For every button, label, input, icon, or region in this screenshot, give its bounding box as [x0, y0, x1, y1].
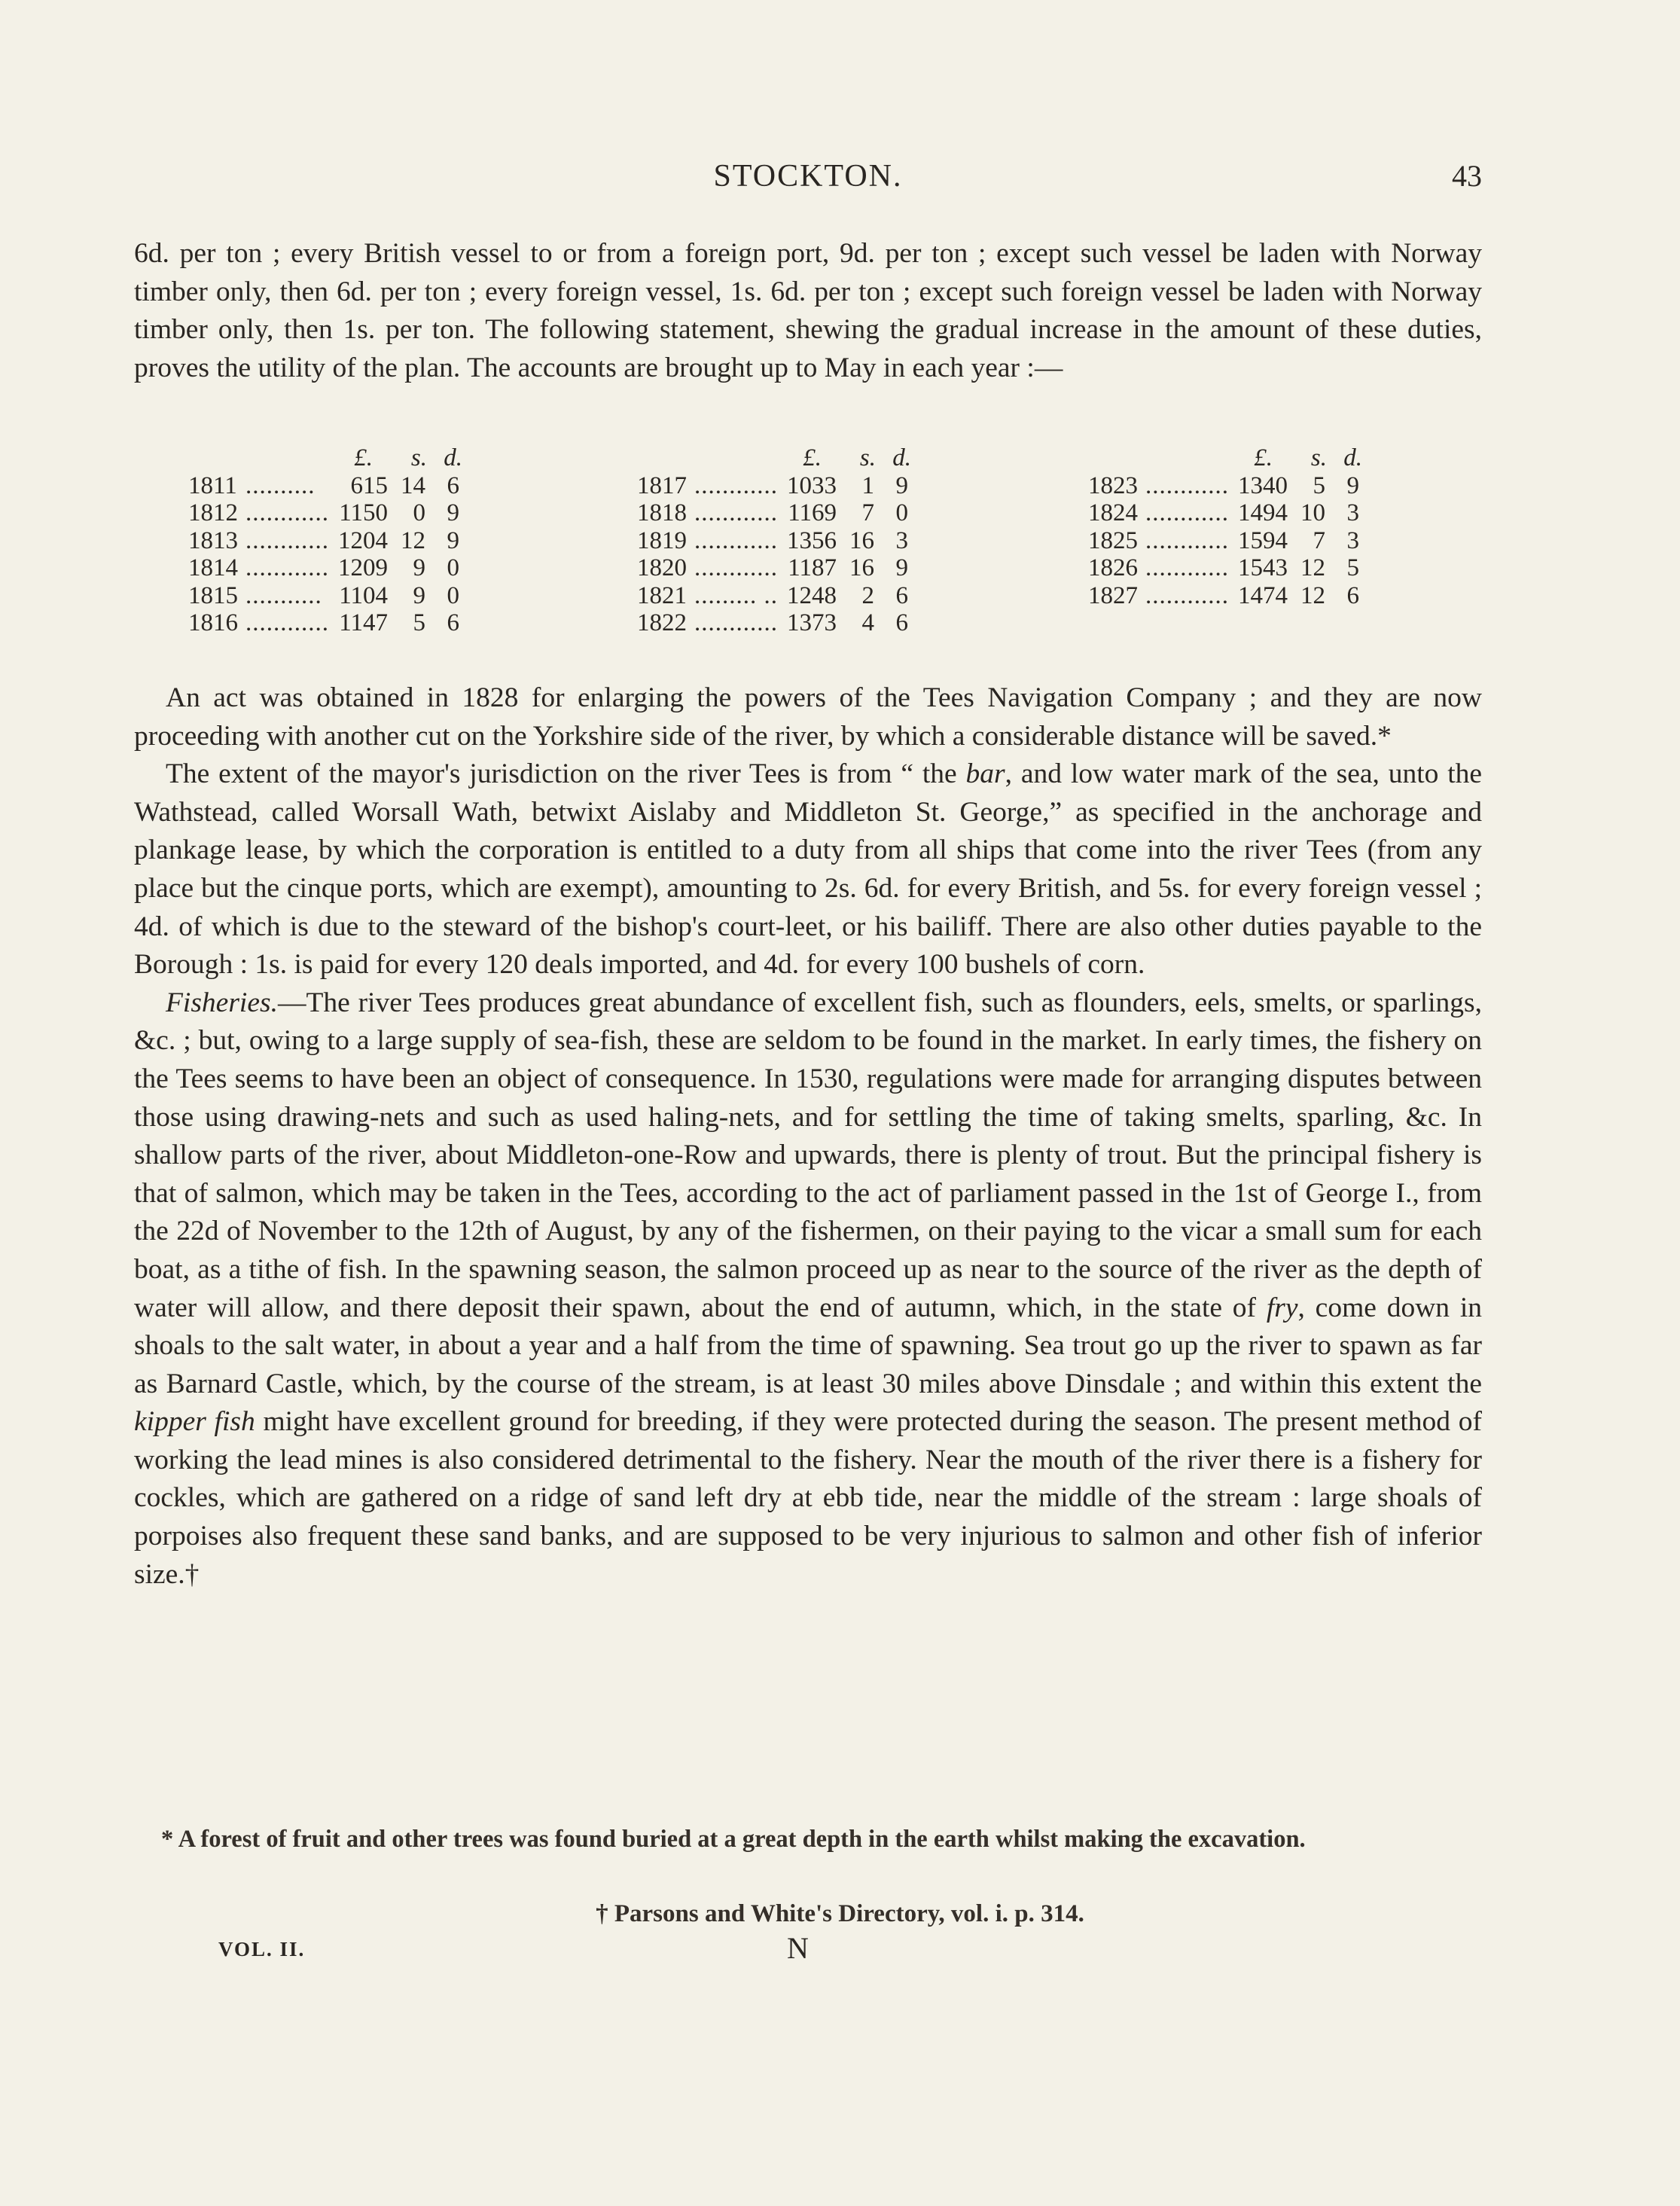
- row-year: 1813: [188, 526, 238, 554]
- row-pence: 6: [447, 609, 459, 636]
- row-year: 1825: [1088, 526, 1138, 554]
- row-year: 1818: [637, 499, 687, 526]
- row-pounds: 1594: [1238, 526, 1288, 554]
- table-row: [637, 554, 923, 582]
- table-row: [188, 527, 474, 555]
- table-column-2: [637, 444, 923, 637]
- row-pounds: 1169: [788, 499, 837, 526]
- table-row: [1088, 527, 1374, 555]
- row-pounds: 1150: [339, 499, 388, 526]
- row-pounds: 1340: [1238, 471, 1288, 499]
- header-pounds: £.: [1254, 444, 1273, 471]
- row-pounds: 1204: [338, 526, 388, 554]
- row-pence: 6: [1346, 581, 1359, 609]
- row-leader-dots: ............: [245, 526, 329, 554]
- row-pence: 6: [895, 609, 908, 636]
- header-pounds: £.: [803, 444, 822, 471]
- row-pence: 9: [447, 526, 459, 554]
- fisheries-paragraph: [134, 984, 1482, 1594]
- table-row: [188, 554, 474, 582]
- row-shillings: 16: [849, 526, 874, 554]
- row-pounds: 1248: [787, 581, 837, 609]
- row-leader-dots: ...........: [245, 581, 322, 609]
- table-row: [1088, 554, 1374, 582]
- table-row: [188, 582, 474, 610]
- footnote-dagger: † Parsons and White's Directory, vol. i. p. 314.: [596, 1900, 1084, 1927]
- row-year: 1826: [1088, 554, 1138, 581]
- row-leader-dots: ............: [245, 554, 329, 581]
- row-pence: 0: [447, 581, 459, 609]
- fisheries-text-b: , come down in shoals to the salt water, in about a year and a half from the time of spawning. Sea trout go up the river to spawn as far as Barnard Castle, which, by the course of the stream, is at least 30 miles above Dinsdale ; and within this extent the: [134, 1292, 1482, 1399]
- row-leader-dots: ............: [694, 526, 778, 554]
- row-pence: 3: [895, 526, 908, 554]
- duties-table: [188, 444, 1431, 644]
- row-leader-dots: ......... ..: [694, 581, 778, 609]
- row-shillings: 5: [413, 609, 425, 636]
- fisheries-fry-term: fry: [1266, 1292, 1298, 1323]
- row-year: 1823: [1088, 471, 1138, 499]
- row-year: 1827: [1088, 581, 1138, 609]
- row-year: 1822: [637, 609, 687, 636]
- jurisdiction-text-b: , and low water mark of the sea, unto the Wathstead, called Worsall Wath, betwixt Aislaby and Middleton St. George,” as specified in the anchorage and plankage lease, by which the corporation is entitled to a duty from all ships that come into the river Tees (from any place but the cinque ports, which are exempt), amounting to 2s. 6d. for every British, and 5s. for every foreign vessel ; 4d. of which is due to the steward of the bishop's court-leet, or his bailiff. There are also other duties payable to the Borough : 1s. is paid for every 120 deals imported, and 4d. for every 100 bushels of corn.: [134, 758, 1483, 981]
- header-pounds: £.: [354, 444, 373, 471]
- page-title: STOCKTON.: [713, 159, 903, 194]
- header-pence: d.: [444, 444, 462, 471]
- row-shillings: 10: [1300, 499, 1325, 526]
- main-text: [134, 679, 1482, 1594]
- row-shillings: 5: [1313, 471, 1325, 499]
- row-pence: 6: [447, 471, 459, 499]
- table-row: [1088, 499, 1374, 527]
- row-pence: 9: [895, 554, 908, 581]
- row-pence: 0: [447, 554, 459, 581]
- table-row: [188, 472, 474, 500]
- row-leader-dots: ............: [1145, 526, 1229, 554]
- fisheries-text-c: might have excellent ground for breeding, if they were protected during the season. The present method of working the lead mines is also considered detrimental to the fishery. Near the mouth of the river there is a fishery for cockles, which are gathered on a ridge of sand left dry at ebb tide, near the middle of the stream : large shoals of porpoises also frequent these sand banks, and are supposed to be very injurious to salmon and other fish of inferior size.†: [134, 1406, 1483, 1590]
- row-year: 1812: [188, 499, 238, 526]
- table-header: [637, 444, 923, 472]
- row-pounds: 1474: [1238, 581, 1288, 609]
- row-pounds: 1104: [339, 581, 388, 609]
- jurisdiction-bar-term: bar: [965, 758, 1005, 790]
- row-leader-dots: ............: [1145, 554, 1229, 581]
- page-number: 43: [1452, 159, 1482, 193]
- table-column-1: [188, 444, 474, 637]
- table-row: [637, 499, 923, 527]
- row-year: 1815: [188, 581, 238, 609]
- row-pounds: 1033: [787, 471, 837, 499]
- table-row: [1088, 472, 1374, 500]
- row-year: 1824: [1088, 499, 1138, 526]
- row-pounds: 1147: [339, 609, 388, 636]
- row-leader-dots: ..........: [245, 471, 316, 499]
- act-paragraph: An act was obtained in 1828 for enlarging the powers of the Tees Navigation Company ; and they are now proceeding with another cut on the Yorkshire side of the river, by which a considerable distance will be saved.*: [134, 682, 1482, 752]
- row-year: 1817: [637, 471, 687, 499]
- table-column-3: [1088, 444, 1374, 609]
- row-pence: 5: [1346, 554, 1359, 581]
- row-pounds: 1209: [338, 554, 388, 581]
- row-year: 1819: [637, 526, 687, 554]
- running-head: [134, 158, 1482, 203]
- row-leader-dots: ............: [694, 554, 778, 581]
- row-pence: 0: [895, 499, 908, 526]
- row-leader-dots: ............: [694, 609, 778, 636]
- row-pounds: 1494: [1238, 499, 1288, 526]
- row-pounds: 615: [350, 471, 388, 499]
- row-leader-dots: ............: [1145, 471, 1229, 499]
- jurisdiction-paragraph: [134, 755, 1482, 984]
- table-header: [188, 444, 474, 472]
- header-pence: d.: [892, 444, 911, 471]
- row-year: 1816: [188, 609, 238, 636]
- row-shillings: 7: [861, 499, 874, 526]
- row-year: 1814: [188, 554, 238, 581]
- intro-paragraph: [134, 235, 1482, 387]
- table-row: [637, 472, 923, 500]
- row-pounds: 1373: [787, 609, 837, 636]
- row-leader-dots: ............: [245, 499, 329, 526]
- row-shillings: 12: [1300, 554, 1325, 581]
- table-row: [637, 527, 923, 555]
- row-shillings: 2: [861, 581, 874, 609]
- fisheries-kipper-term: kipper fish: [134, 1406, 255, 1438]
- intro-text: 6d. per ton ; every British vessel to or from a foreign port, 9d. per ton ; except such vessel be laden with Norway timber only, then 6d. per ton ; every foreign vessel, 1s. 6d. per ton ; except such foreign vessel be laden with Norway timber only, then 1s. per ton. The following statement, shewing the gradual increase in the amount of these duties, proves the utility of the plan. The accounts are brought up to May in each year :—: [134, 238, 1482, 383]
- header-shillings: s.: [1310, 444, 1327, 471]
- row-shillings: 12: [401, 526, 425, 554]
- row-pence: 9: [895, 471, 908, 499]
- row-shillings: 9: [413, 581, 425, 609]
- row-shillings: 4: [861, 609, 874, 636]
- row-pence: 9: [447, 499, 459, 526]
- signature-mark: N: [787, 1931, 809, 1965]
- row-year: 1821: [637, 581, 687, 609]
- row-pounds: 1356: [787, 526, 837, 554]
- row-leader-dots: ............: [1145, 581, 1229, 609]
- row-shillings: 0: [413, 499, 425, 526]
- table-row: [637, 582, 923, 610]
- fisheries-text-a: —The river Tees produces great abundance of excellent fish, such as flounders, eels, smelts, or sparlings, &c. ; but, owing to a large supply of sea-fish, these are seldom to be found in the market. In early times, the fishery on the Tees seems to have been an object of consequence. In 1530, regulations were made for arranging disputes between those using drawing-nets and such as used haling-nets, and for settling the time of taking smelts, sparling, &c. In shallow parts of the river, about Middleton-one-Row and upwards, there is plenty of trout. But the principal fishery is that of salmon, which may be taken in the Tees, according to the act of parliament passed in the 1st of George I., from the 22d of November to the 12th of August, by any of the fishermen, on their paying to the vicar a small sum for each boat, as a tithe of fish. In the spawning season, the salmon proceed up as near to the source of the river as the depth of water will allow, and there deposit their spawn, about the end of autumn, which, in the state of: [134, 987, 1482, 1323]
- row-pounds: 1187: [788, 554, 837, 581]
- row-pence: 3: [1346, 499, 1359, 526]
- header-shillings: s.: [859, 444, 876, 471]
- table-row: [188, 609, 474, 637]
- header-pence: d.: [1343, 444, 1362, 471]
- footnote-star: * A forest of fruit and other trees was found buried at a great depth in the earth whilst making the excavation.: [161, 1826, 1306, 1853]
- row-leader-dots: ............: [1145, 499, 1229, 526]
- table-row: [637, 609, 923, 637]
- table-header: [1088, 444, 1374, 472]
- row-shillings: 1: [861, 471, 874, 499]
- row-pence: 6: [895, 581, 908, 609]
- row-pounds: 1543: [1238, 554, 1288, 581]
- row-leader-dots: ............: [694, 499, 778, 526]
- row-leader-dots: ............: [245, 609, 329, 636]
- row-pence: 9: [1346, 471, 1359, 499]
- fisheries-label: Fisheries.: [166, 987, 278, 1018]
- row-shillings: 12: [1300, 581, 1325, 609]
- header-shillings: s.: [410, 444, 427, 471]
- row-pence: 3: [1346, 526, 1359, 554]
- row-shillings: 14: [401, 471, 425, 499]
- table-row: [188, 499, 474, 527]
- row-shillings: 9: [413, 554, 425, 581]
- row-year: 1811: [188, 471, 237, 499]
- volume-mark: VOL. II.: [218, 1938, 306, 1960]
- table-row: [1088, 582, 1374, 610]
- jurisdiction-text-a: The extent of the mayor's jurisdiction on the river Tees is from “ the: [166, 758, 966, 790]
- row-leader-dots: ............: [694, 471, 778, 499]
- row-shillings: 7: [1313, 526, 1325, 554]
- row-year: 1820: [637, 554, 687, 581]
- row-shillings: 16: [849, 554, 874, 581]
